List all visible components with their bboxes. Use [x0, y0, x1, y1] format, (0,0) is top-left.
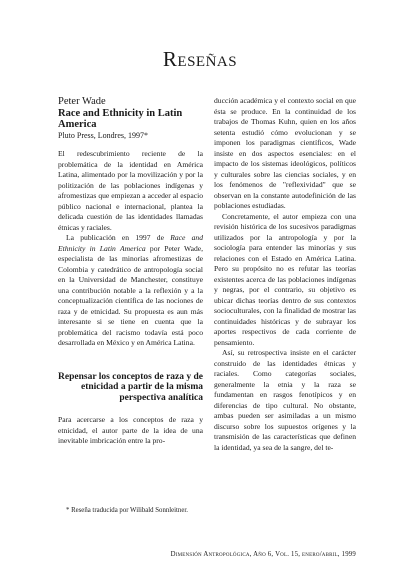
left-paragraph-1: El redescubrimiento reciente de la problemática de la identidad en América Latina, alimentado por la movilización y por la politización de las poblaciones indígenas y afromestizas que empiezan a acceder al espacio público nacional e internacional, plantea la delicada cuestión de las identidades llamadas étnicas y raciales. [58, 149, 203, 232]
right-paragraph-1: ducción académica y el contexto social en que ésta se produce. En la continuidad de los trabajos de Thomas Kuhn, quien en los años setenta estudió cómo evolucionan y se imponen los paradigmas científicos, Wade insiste en dos aspectos esenciales: en el impacto de los sistemas ideológicos, políticos y culturales sobre las ciencias sociales, y en los fenómenos de "reflexividad" que se observan en la constante autodefinición de las poblaciones estudiadas. [214, 96, 356, 210]
left-paragraph-2 [58, 233, 203, 349]
book-title: Race and Ethnicity in Latin America [58, 108, 183, 130]
paragraph-2-text-b: por Peter Wade, especialista de las minorías afromestizas de Colombia y catedrático de antropología social en la Universidad de Manchester, constituye una contribución notable a la reflexión y a la conceptualización científica de las nociones de raza y de etnicidad. Su propuesta es aun más interesante si se tiene en cuenta que la problemática del racismo todavía está poco desarrollada en México y en América Latina. [58, 243, 204, 347]
right-column [214, 96, 356, 453]
book-title-italic: Race and Ethnicity in Latin America [58, 233, 203, 253]
review-author: Peter Wade [58, 96, 106, 107]
footnote-marker: * [66, 507, 70, 514]
footnote-text: Reseña traducida por Wilibald Sonnleitner. [71, 507, 188, 514]
paragraph-2-text-a: La publicación en 1997 de [66, 233, 171, 242]
page-title: Reseñas [162, 47, 238, 71]
journal-footer: Dimensión Antropológica, Año 6, Vol. 15, enero/abril, 1999 [170, 551, 356, 558]
publication-info: Pluto Press, Londres, 1997* [58, 131, 148, 140]
left-paragraph-3: Para acercarse a los conceptos de raza y etnicidad, el autor parte de la idea de una inevitable imbricación entre la pro- [58, 415, 203, 445]
footnote [58, 506, 203, 515]
right-paragraph-2: Concretamente, el autor empieza con una revisión histórica de los sucesivos paradigmas utilizados por la antropología y por la sociología para entender las minorías y sus relaciones con el Estado en América Latina. Pero su propósito no es refutar las teorías existentes acerca de las poblaciones indígenas y negras, por el contrario, su objetivo es ubicar dichas teorías dentro de sus contextos socioculturales, con la finalidad de mostrar las continuidades históricas y de subrayar los aportes respectivos de cada corriente de pensamiento. [214, 211, 356, 347]
section-heading: Repensar los conceptos de raza y de etnicidad a partir de la misma perspectiva analítica [58, 371, 203, 403]
right-paragraph-3: Así, su retrospectiva insiste en el carácter construido de las identidades étnicas y raciales. Como categorías sociales, generalmente la etnia y la raza se fundamentan en rasgos fenotípicos y en diferencias de tipo cultural. No obstante, ambas pueden ser asimiladas a un mismo discurso sobre los supuestos orígenes y la transmisión de las características que definen la identidad, ya sea de la sangre, del te- [214, 348, 356, 452]
left-column [58, 96, 203, 447]
